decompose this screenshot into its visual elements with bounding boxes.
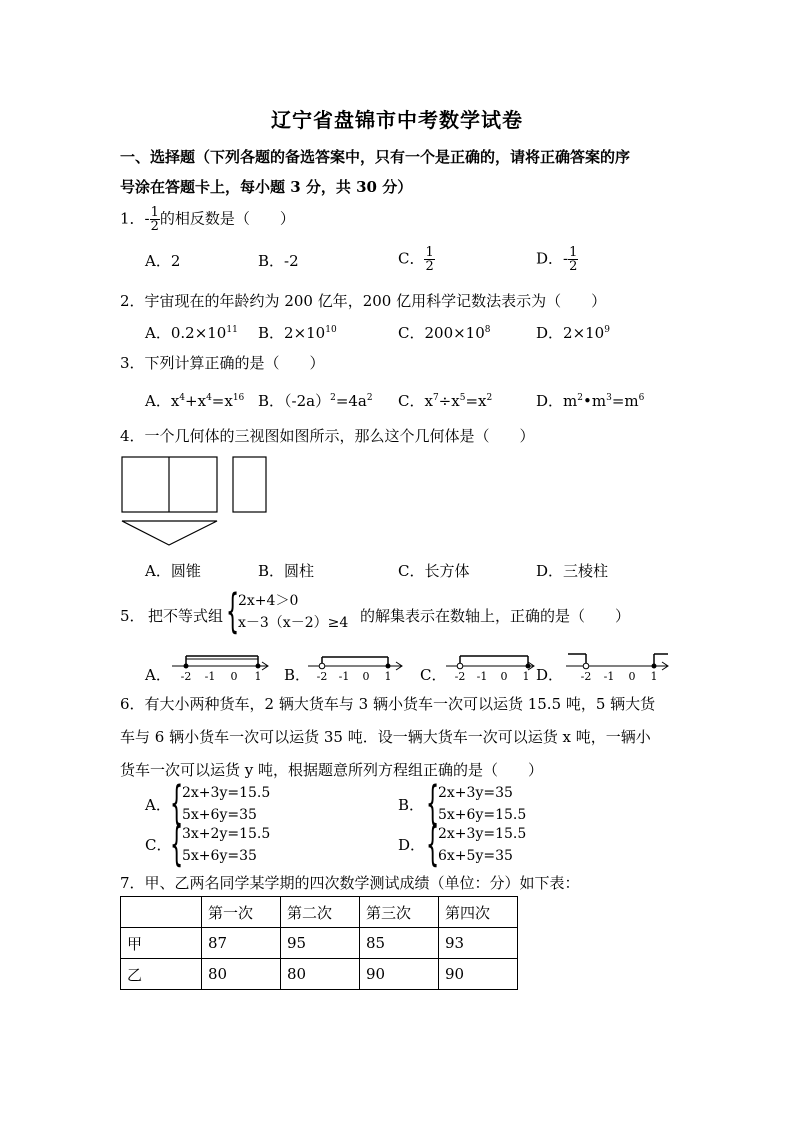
table-row (121, 959, 518, 990)
table-row (121, 928, 518, 959)
question-text: 甲、乙两名同学某学期的四次数学测试成绩（单位：分）如下表： (144, 874, 580, 892)
svg-text:-1: -1 (476, 670, 488, 683)
option-d[interactable]: D． (398, 836, 426, 854)
equation-system-b: 2x+3y=35 5x+6y=15.5 (438, 785, 527, 823)
svg-text:1: 1 (522, 670, 530, 683)
top-view (122, 521, 217, 545)
option-a[interactable]: A．$x^4+x^4=x^{16}$ (145, 392, 245, 410)
number-line-c (446, 650, 538, 684)
option-a[interactable]: A．2 (145, 252, 181, 270)
question-5-post: 的解集表示在数轴上，正确的是（ ） (360, 607, 631, 625)
question-number: 1． (120, 209, 145, 228)
option-b[interactable]: B． (284, 666, 311, 684)
question-5-number: 5． (120, 607, 145, 625)
number-line-b (308, 650, 408, 684)
option-d[interactable]: D． (536, 666, 564, 684)
question-7 (120, 872, 580, 893)
table-header-cell: 第一次 (202, 897, 281, 928)
question-number: 6． (120, 695, 145, 713)
option-c[interactable]: C．长方体 (398, 562, 470, 580)
question-4 (120, 425, 535, 446)
table-header-cell: 第四次 (439, 897, 518, 928)
fraction: $\frac{1}{2}$ (150, 205, 159, 234)
table-cell: 93 (439, 928, 518, 959)
question-number: 4． (120, 427, 145, 445)
scores-table (120, 896, 518, 990)
table-cell: 80 (202, 959, 281, 990)
svg-text:1: 1 (254, 670, 262, 683)
question-number: 2． (120, 292, 145, 310)
question-3 (120, 352, 325, 373)
brace-icon: { (426, 776, 440, 830)
equation-system-c: 3x+2y=15.5 5x+6y=35 (182, 826, 271, 864)
table-cell: 乙 (121, 959, 202, 990)
option-b[interactable]: B．$(-2a)^2=4a^2$ (258, 392, 373, 410)
option-d[interactable]: D．三棱柱 (536, 562, 609, 580)
number-line-d (566, 650, 670, 684)
svg-text:0: 0 (628, 670, 636, 683)
table-header-cell (121, 897, 202, 928)
brace-icon: { (426, 817, 440, 871)
question-6-line3: 货车一次可以运货 y 吨，根据题意所列方程组正确的是（ ） (120, 761, 544, 779)
equation-system-d: 2x+3y=15.5 6x+5y=35 (438, 826, 527, 864)
table-cell: 90 (360, 959, 439, 990)
option-a[interactable]: A．圆锥 (145, 562, 201, 580)
section-heading-line2: 号涂在答题卡上，每小题 3 分，共 30 分） (120, 178, 413, 196)
question-number: 7． (120, 874, 145, 892)
svg-text:-2: -2 (316, 670, 328, 683)
table-header-cell: 第二次 (281, 897, 360, 928)
question-text: 的相反数是（ ） (159, 209, 295, 228)
section-heading-line1: 一、选择题（下列各题的备选答案中，只有一个是正确的，请将正确答案的序 (120, 148, 631, 166)
question-number: 3． (120, 354, 145, 372)
option-c[interactable]: C．$200\times 10^8$ (398, 324, 491, 342)
option-c[interactable]: C． $\frac{1}{2}$ (398, 245, 434, 274)
svg-text:1: 1 (384, 670, 392, 683)
brace-icon: { (226, 584, 240, 638)
svg-text:-1: -1 (204, 670, 216, 683)
question-5-pre: 把不等式组 (148, 607, 224, 625)
minus-sign: - (144, 209, 150, 228)
svg-text:-1: -1 (338, 670, 350, 683)
option-b[interactable]: B．-2 (258, 252, 299, 270)
page-title: 辽宁省盘锦市中考数学试卷 (271, 108, 523, 132)
svg-text:-2: -2 (454, 670, 466, 683)
question-6-line1: 6．有大小两种货车，2 辆大货车与 3 辆小货车一次可以运货 15.5 吨，5 辆大货 (120, 695, 656, 713)
option-a[interactable]: A．$0.2\times 10^{11}$ (145, 324, 238, 342)
equation-system-a: 2x+3y=15.5 5x+6y=35 (182, 785, 271, 823)
table-header-row (121, 897, 518, 928)
side-view (233, 457, 266, 512)
brace-icon: { (170, 776, 184, 830)
svg-text:-1: -1 (603, 670, 615, 683)
question-text: 一个几何体的三视图如图所示，那么这个几何体是（ ） (144, 427, 535, 445)
question-2 (120, 290, 606, 311)
option-c[interactable]: C． (145, 836, 172, 854)
brace-icon: { (170, 817, 184, 871)
question-6-line2: 车与 6 辆小货车一次可以运货 35 吨．设一辆大货车一次可以运货 x 吨，一辆小 (120, 728, 651, 746)
table-cell: 90 (439, 959, 518, 990)
option-b[interactable]: B．$2\times 10^{10}$ (258, 324, 337, 342)
option-a[interactable]: A． (145, 666, 171, 684)
inequality-system: 2x+4＞0 x－3（x－2）≥4 (238, 593, 349, 631)
table-cell: 95 (281, 928, 360, 959)
question-1 (120, 206, 295, 233)
table-cell: 85 (360, 928, 439, 959)
option-d[interactable]: D．- $\frac{1}{2}$ (536, 245, 578, 274)
option-d[interactable]: D．$m^2•m^3=m^6$ (536, 392, 645, 410)
option-c[interactable]: C． (420, 666, 447, 684)
svg-text:0: 0 (230, 670, 238, 683)
table-cell: 80 (281, 959, 360, 990)
svg-text:0: 0 (362, 670, 370, 683)
option-c[interactable]: C．$x^7\div x^5=x^2$ (398, 392, 493, 410)
table-header-cell: 第三次 (360, 897, 439, 928)
option-b[interactable]: B． (398, 796, 425, 814)
table-cell: 甲 (121, 928, 202, 959)
question-text: 下列计算正确的是（ ） (144, 354, 325, 372)
three-view-figure (118, 455, 278, 550)
svg-text:0: 0 (500, 670, 508, 683)
question-text: 宇宙现在的年龄约为 200 亿年，200 亿用科学记数法表示为（ ） (144, 292, 607, 310)
svg-text:-2: -2 (180, 670, 192, 683)
number-line-a (172, 650, 272, 684)
svg-text:-2: -2 (580, 670, 592, 683)
option-a[interactable]: A． (145, 796, 171, 814)
table-cell: 87 (202, 928, 281, 959)
svg-text:1: 1 (650, 670, 658, 683)
option-d[interactable]: D．$2\times 10^9$ (536, 324, 610, 342)
option-b[interactable]: B．圆柱 (258, 562, 315, 580)
